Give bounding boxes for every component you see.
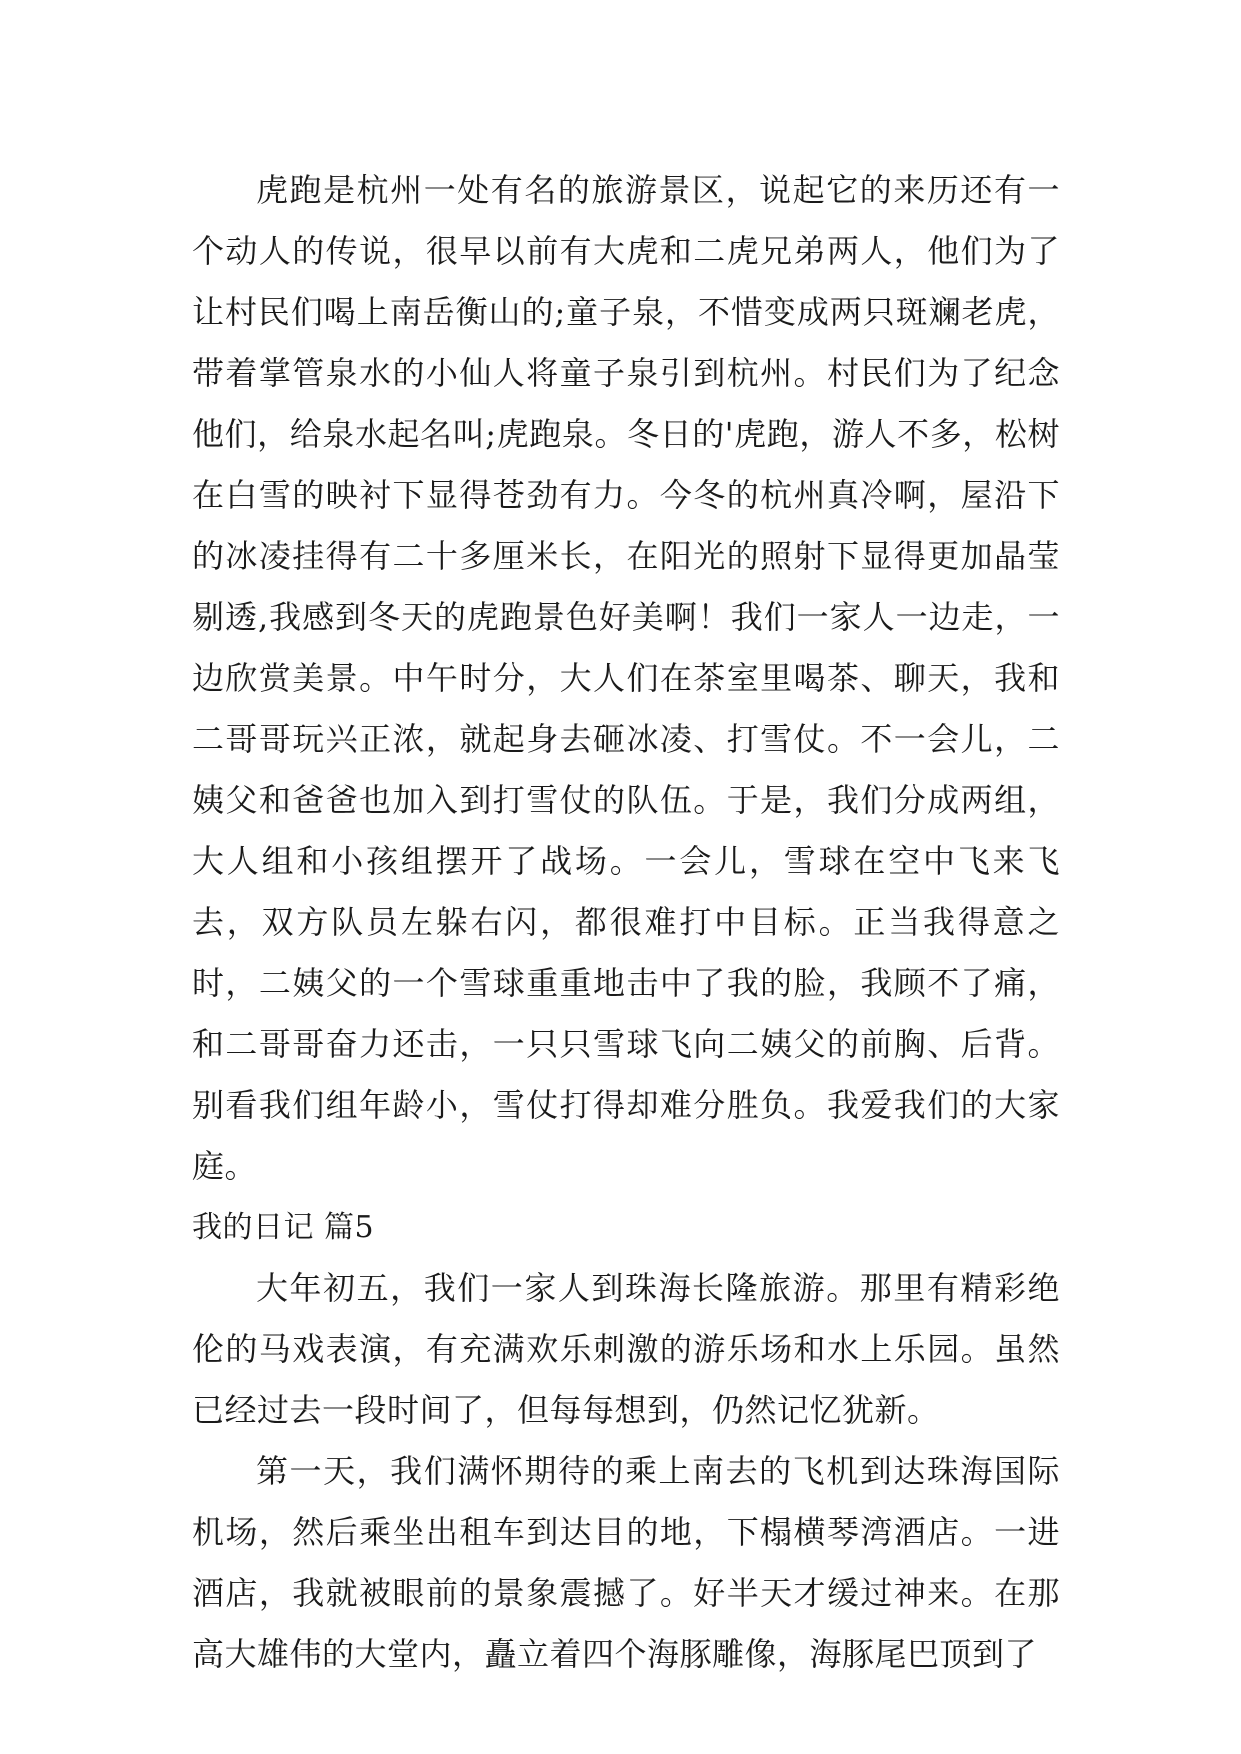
paragraph-first-day: 第一天，我们满怀期待的乘上南去的飞机到达珠海国际机场，然后乘坐出租车到达目的地，下榻横琴湾酒店。一进酒店，我就被眼前的景象震撼了。好半天才缓过神来。在那高大雄伟的大堂内，矗立着四个海豚雕像，海豚尾巴顶到了 <box>192 1452 1060 1673</box>
paragraph-hupao: 虎跑是杭州一处有名的旅游景区，说起它的来历还有一个动人的传说，很早以前有大虎和二虎兄弟两人，他们为了让村民们喝上南岳衡山的;童子泉，不惜变成两只斑斓老虎，带着掌管泉水的小仙人将童子泉引到杭州。村民们为了纪念他们，给泉水起名叫;虎跑泉。冬日的'虎跑，游人不多，松树在白雪的映衬下显得苍劲有力。今冬的杭州真冷啊，屋沿下的冰凌挂得有二十多厘米长，在阳光的照射下显得更加晶莹剔透,我感到冬天的虎跑景色好美啊！我们一家人一边走，一边欣赏美景。中午时分，大人们在茶室里喝茶、聊天，我和二哥哥玩兴正浓，就起身去砸冰凌、打雪仗。不一会儿，二姨父和爸爸也加入到打雪仗的队伍。于是，我们分成两组，大人组和小孩组摆开了战场。一会儿，雪球在空中飞来飞去，双方队员左躲右闪，都很难打中目标。正当我得意之时，二姨父的一个雪球重重地击中了我的脸，我顾不了痛，和二哥哥奋力还击，一只只雪球飞向二姨父的前胸、后背。别看我们组年龄小，雪仗打得却难分胜负。我爱我们的大家庭。 <box>192 171 1060 1185</box>
paragraph-changlong-intro: 大年初五，我们一家人到珠海长隆旅游。那里有精彩绝伦的马戏表演，有充满欢乐刺激的游乐场和水上乐园。虽然已经过去一段时间了，但每每想到，仍然记忆犹新。 <box>192 1269 1060 1429</box>
section-heading: 我的日记 篇5 <box>192 1210 375 1245</box>
document-body <box>192 160 1060 1685</box>
